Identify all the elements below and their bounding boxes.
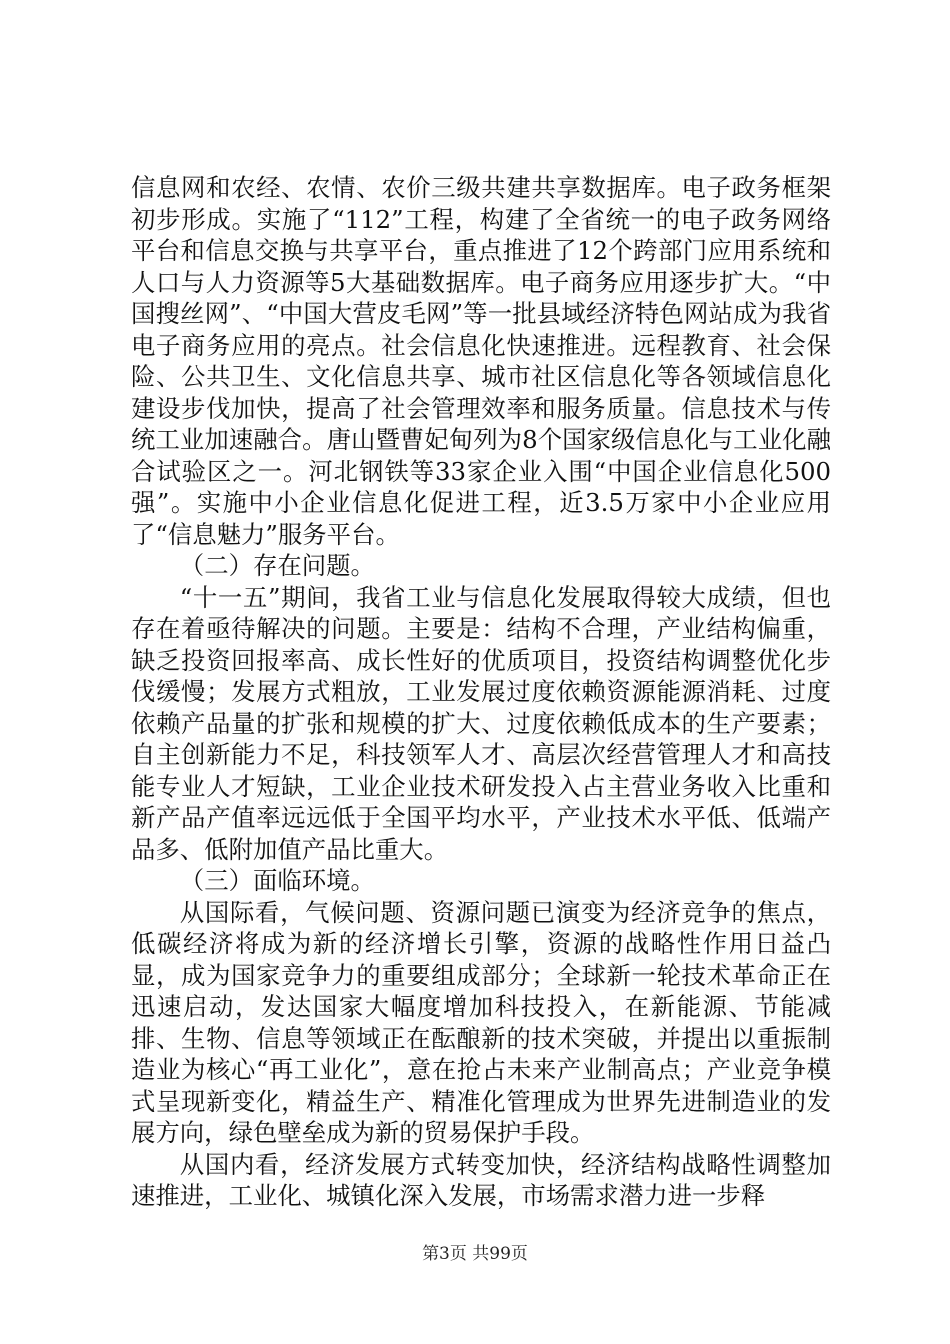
page-footer: 第3页 共99页 xyxy=(422,1244,528,1264)
section-heading-environment: （三）面临环境。 xyxy=(179,866,375,895)
paragraph-1: 信息网和农经、农情、农价三级共建共享数据库。电子政务框架初步形成。实施了“112”工程，构建了全省统一的电子政务网络平台和信息交换与共享平台，重点推进了12个跨部门应用系统和人口与人力资源等5大基础数据库。电子商务应用逐步扩大。“中国搜丝网”、“中国大营皮毛网”等一批县域经济特色网站成为我省电子商务应用的亮点。社会信息化快速推进。远程教育、社会保险、公共卫生、文化信息共享、城市社区信息化等各领域信息化建设步伐加快，提高了社会管理效率和服务质量。信息技术与传统工业加速融合。唐山暨曹妃甸列为8个国家级信息化与工业化融合试验区之一。河北钢铁等33家企业入围“中国企业信息化500强”。实施中小企业信息化促进工程，近3.5万家中小企业应用了“信息魅力”服务平台。 xyxy=(131,173,831,549)
section-heading-problems: （二）存在问题。 xyxy=(179,551,375,580)
paragraph-problems: “十一五”期间，我省工业与信息化发展取得较大成绩，但也存在着亟待解决的问题。主要是：结构不合理，产业结构偏重，缺乏投资回报率高、成长性好的优质项目，投资结构调整优化步伐缓慢；发展方式粗放，工业发展过度依赖资源能源消耗、过度依赖产品量的扩张和规模的扩大、过度依赖低成本的生产要素；自主创新能力不足，科技领军人才、高层次经营管理人才和高技能专业人才短缺，工业企业技术研发投入占主营业务收入比重和新产品产值率远远低于全国平均水平，产业技术水平低、低端产品多、低附加值产品比重大。 xyxy=(131,582,831,864)
document-body xyxy=(131,172,831,1212)
paragraph-international: 从国际看，气候问题、资源问题已演变为经济竞争的焦点，低碳经济将成为新的经济增长引擎，资源的战略性作用日益凸显，成为国家竞争力的重要组成部分；全球新一轮技术革命正在迅速启动，发达国家大幅度增加科技投入，在新能源、节能减排、生物、信息等领域正在酝酿新的技术突破，并提出以重振制造业为核心“再工业化”，意在抢占未来产业制高点；产业竞争模式呈现新变化，精益生产、精准化管理成为世界先进制造业的发展方向，绿色壁垒成为新的贸易保护手段。 xyxy=(131,897,831,1147)
paragraph-domestic: 从国内看，经济发展方式转变加快，经济结构战略性调整加速推进，工业化、城镇化深入发展，市场需求潜力进一步释 xyxy=(131,1149,831,1210)
